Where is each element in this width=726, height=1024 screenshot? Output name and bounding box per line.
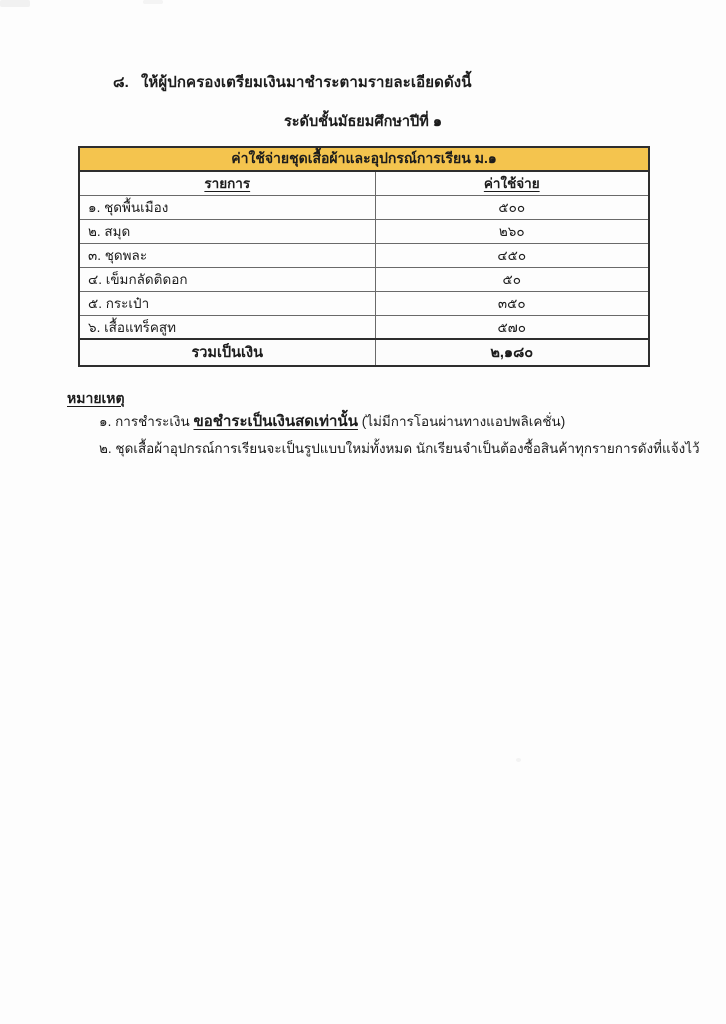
item-cell: ๑. ชุดพื้นเมือง — [79, 195, 375, 219]
cost-cell: ๔๕๐ — [375, 243, 649, 267]
table-row — [79, 195, 649, 219]
fee-table — [78, 146, 650, 367]
item-cell: ๒. สมุด — [79, 219, 375, 243]
table-row — [79, 219, 649, 243]
heading-text: ให้ผู้ปกครองเตรียมเงินมาชำระตามรายละเอียดดังนี้ — [140, 74, 472, 91]
column-header-cost — [375, 171, 649, 195]
item-cell: ๖. เสื้อแทร็คสูท — [79, 315, 375, 339]
section-heading — [113, 70, 472, 94]
scan-artifact — [516, 758, 521, 762]
cost-cell: ๕๗๐ — [375, 315, 649, 339]
table-row — [79, 243, 649, 267]
heading-number: ๘. — [113, 74, 129, 91]
notes-heading: หมายเหตุ — [67, 390, 125, 406]
table-row — [79, 315, 649, 339]
total-row — [79, 339, 649, 366]
table-row — [79, 291, 649, 315]
table-title: ค่าใช้จ่ายชุดเสื้อผ้าและอุปกรณ์การเรียน ม.๑ — [79, 147, 649, 171]
cost-cell: ๕๐๐ — [375, 195, 649, 219]
table-row — [79, 267, 649, 291]
column-header-row — [79, 171, 649, 195]
grade-level-title: ระดับชั้นมัธยมศึกษาปีที่ ๑ — [283, 114, 443, 130]
item-cell: ๔. เข็มกลัดติดอก — [79, 267, 375, 291]
scan-artifact — [143, 0, 163, 4]
cost-cell: ๓๕๐ — [375, 291, 649, 315]
total-value: ๒,๑๘๐ — [375, 339, 649, 366]
total-label: รวมเป็นเงิน — [79, 339, 375, 366]
note-item-1 — [99, 412, 679, 431]
notes-list — [99, 412, 700, 466]
note-1-suffix: (ไม่มีการโอนผ่านทางแอปพลิเคชั่น) — [357, 414, 566, 429]
column-header-item-label: รายการ — [204, 176, 251, 192]
note-2-prefix: ๒. ชุดเสื้อผ้าอุปกรณ์การเรียนจะเป็นรูปแบบใหม่ทั้งหมด นักเรียนจำเป็นต้องซื้อสินค้าทุกรายการดังที่แจ้งไว้ — [99, 441, 700, 456]
note-item-2 — [99, 439, 700, 458]
scan-artifact — [0, 0, 30, 7]
column-header-item — [79, 171, 375, 195]
note-1-prefix: ๑. การชำระเงิน — [99, 414, 194, 429]
table-title-row — [79, 147, 649, 171]
cost-cell: ๒๖๐ — [375, 219, 649, 243]
item-cell: ๓. ชุดพละ — [79, 243, 375, 267]
note-1-emphasis: ขอชำระเป็นเงินสดเท่านั้น — [193, 413, 358, 430]
cost-cell: ๕๐ — [375, 267, 649, 291]
column-header-cost-label: ค่าใช้จ่าย — [483, 176, 540, 192]
item-cell: ๕. กระเป๋า — [79, 291, 375, 315]
